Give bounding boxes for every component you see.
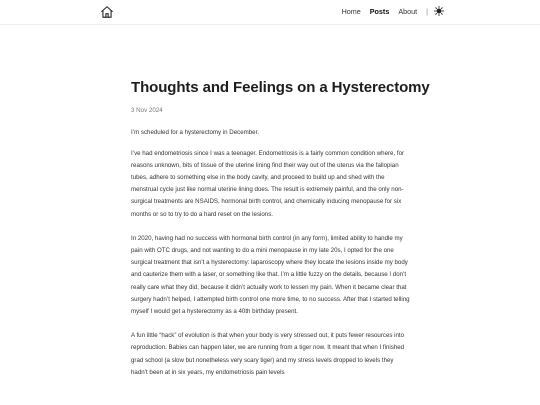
home-icon: [100, 5, 114, 19]
main-nav: [333, 6, 444, 16]
post-paragraph: I’m scheduled for a hysterectomy in December.: [131, 129, 259, 136]
post-date: 3 Nov 2024: [131, 107, 163, 114]
post-paragraph: A fun little “hack” of evolution is that when your body is very stressed out, it puts fewer resources into reproduction. Babies can happen later, we are running from a tiger now. It meant that when I finished grad school (a slow but nonetheless very scary tiger) and my stress levels dropped to levels they hadn’t been at in six years, my endometriosis pain levels: [131, 332, 405, 376]
sun-icon: [434, 6, 444, 16]
nav-home-link[interactable]: Home: [341, 6, 361, 16]
nav-posts-link[interactable]: Posts: [369, 6, 390, 16]
post-paragraph: I’ve had endometriosis since I was a teenager. Endometriosis is a fairly common condition where, for reasons unknown, bits of tissue of the uterine lining find their way out of the uterus via the fallopian tubes, adhere to something else in the body cavity, and proceed to build up and shed with the menstrual cycle just like normal uterine lining does. The result is extremely painful, and the only non-surgical treatments are NSAIDS, hormonal birth control, and chemically inducing menopause for six months or so to try to do a hard reset on the lesions.: [131, 150, 405, 218]
theme-toggle-button[interactable]: [434, 6, 444, 16]
home-button[interactable]: [100, 5, 114, 19]
site-header: [0, 0, 540, 25]
post-body: [131, 127, 411, 391]
nav-about-link[interactable]: About: [398, 6, 418, 16]
post-title: Thoughts and Feelings on a Hysterectomy: [131, 79, 430, 96]
post-paragraph: In 2020, having had no success with hormonal birth control (in any form), limited ability to handle my pain with OTC drugs, and not wanting to do a mini menopause in my late 20s, I opted for the one surgical treatment that isn’t a hysterectomy: laparoscopy where they locate the lesions inside my body and cauterize them with a laser, or something like that. I’m a little fuzzy on the details, because I don’t really care what they did, because it didn’t actually work to lessen my pain. When it became clear that surgery hadn’t helped, I attempted birth control one more time, to no success. After that I started telling myself I would get a hysterectomy as a 40th birthday present.: [131, 235, 410, 315]
nav-separator: |: [426, 6, 428, 16]
